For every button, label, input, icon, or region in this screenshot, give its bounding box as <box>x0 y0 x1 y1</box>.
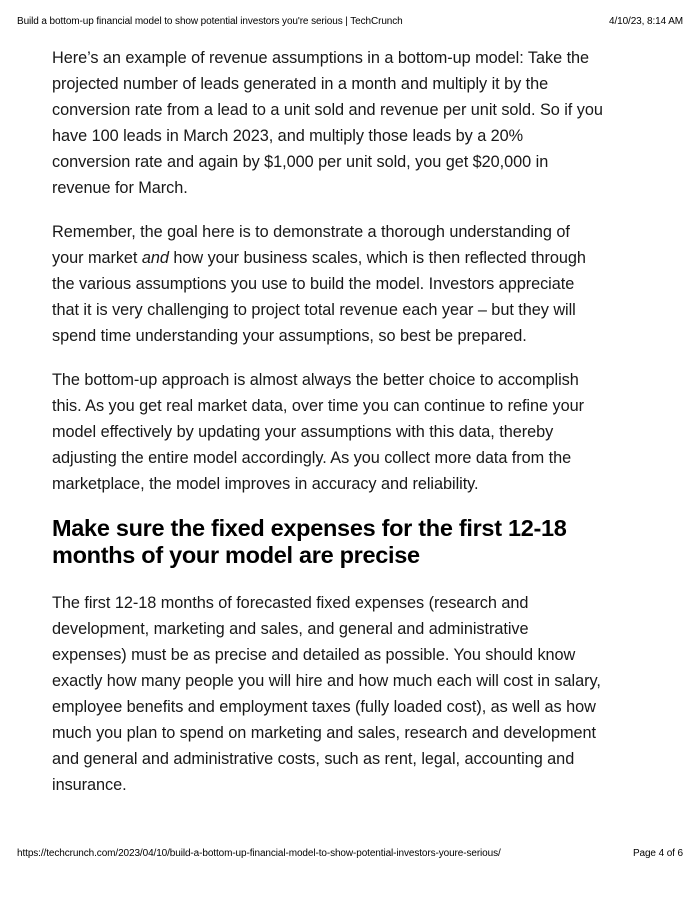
section-heading <box>52 515 652 569</box>
text-line: conversion rate and again by $1,000 per unit sold, you get $20,000 in <box>52 153 549 171</box>
paragraph <box>52 219 652 349</box>
text-line: spend time understanding your assumptions, so best be prepared. <box>52 327 527 345</box>
text-line: development, marketing and sales, and general and administrative <box>52 620 529 638</box>
paragraph <box>52 367 652 497</box>
text-line: expenses) must be as precise and detailed as possible. You should know <box>52 646 576 664</box>
text-line: revenue for March. <box>52 179 188 197</box>
text-line: insurance. <box>52 776 127 794</box>
text-line: Remember, the goal here is to demonstrate a thorough understanding of <box>52 223 570 241</box>
header-datetime: 4/10/23, 8:14 AM <box>608 16 683 27</box>
print-header <box>17 16 683 27</box>
text-line: projected number of leads generated in a month and multiply it by the <box>52 75 549 93</box>
text-line: exactly how many people you will hire and how much each will cost in salary, <box>52 672 601 690</box>
text-line: adjusting the entire model accordingly. As you collect more data from the <box>52 449 572 467</box>
footer-url: https://techcrunch.com/2023/04/10/build-a-bottom-up-financial-model-to-show-potential-investors-youre-serious/ <box>17 848 501 859</box>
text-line: months of your model are precise <box>52 542 420 568</box>
text-line: marketplace, the model improves in accuracy and reliability. <box>52 475 479 493</box>
article-content <box>52 45 652 816</box>
paragraph <box>52 45 652 201</box>
footer-page-label: Page 4 of 6 <box>632 848 683 859</box>
text-line: the various assumptions you use to build the model. Investors appreciate <box>52 275 575 293</box>
text-line: that it is very challenging to project total revenue each year – but they will <box>52 301 576 319</box>
text-line: employee benefits and employment taxes (fully loaded cost), as well as how <box>52 698 596 716</box>
text-line: Here’s an example of revenue assumptions in a bottom-up model: Take the <box>52 49 590 67</box>
text-line: The bottom-up approach is almost always the better choice to accomplish <box>52 371 579 389</box>
header-document-title: Build a bottom-up financial model to show potential investors you're serious | TechCrunch <box>17 16 403 27</box>
paragraph <box>52 590 652 798</box>
text-line: conversion rate from a lead to a unit sold and revenue per unit sold. So if you <box>52 101 603 119</box>
text-line: your market and how your business scales, which is then reflected through <box>52 249 586 267</box>
text-line: have 100 leads in March 2023, and multiply those leads by a 20% <box>52 127 524 145</box>
text-line: Make sure the fixed expenses for the first 12-18 <box>52 515 567 541</box>
print-footer <box>17 848 683 859</box>
text-line: and general and administrative costs, such as rent, legal, accounting and <box>52 750 575 768</box>
text-line: much you plan to spend on marketing and sales, research and development <box>52 724 597 742</box>
text-line: The first 12-18 months of forecasted fixed expenses (research and <box>52 594 529 612</box>
text-line: model effectively by updating your assumptions with this data, thereby <box>52 423 554 441</box>
text-line: this. As you get real market data, over time you can continue to refine your <box>52 397 584 415</box>
